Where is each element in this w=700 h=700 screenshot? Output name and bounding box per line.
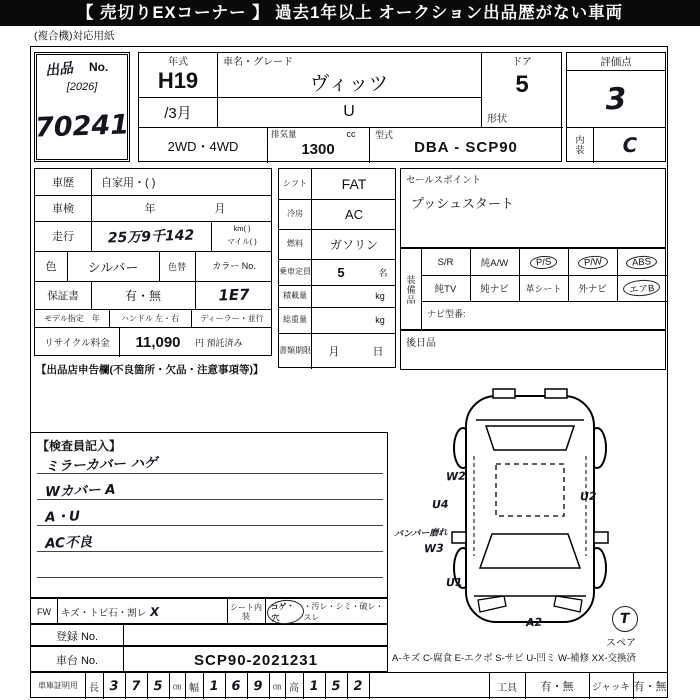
chassis-value: SCP90-2021231 bbox=[194, 651, 318, 669]
grade-value: U bbox=[343, 103, 355, 120]
dealer-label: ディーラー・並行 bbox=[200, 313, 264, 323]
inspection-month: 月 bbox=[214, 203, 226, 215]
handle-label: ハンドル 左・右 bbox=[120, 313, 180, 323]
weight-unit: kg bbox=[375, 315, 385, 325]
inspector-label: 【検査員記入】 bbox=[37, 439, 122, 453]
year-value: H19 bbox=[157, 68, 199, 93]
equip-abs-label: ABS bbox=[626, 254, 658, 269]
displacement-label: 排気量 bbox=[271, 129, 297, 139]
recycle-value: 11,090 bbox=[135, 333, 181, 351]
equip-leather bbox=[519, 275, 568, 301]
jack-label: ジャッキ bbox=[592, 682, 630, 693]
banner: 【 売切りEXコーナー 】 過去1年以上 オークション出品歴がない車両 bbox=[0, 0, 700, 26]
docs-day: 日 bbox=[372, 346, 384, 358]
sales-point-value: プッシュスタート bbox=[411, 196, 514, 211]
color-no-label: カラー No. bbox=[212, 260, 256, 271]
spare-mark: T bbox=[619, 610, 631, 628]
damage-mark: A2 bbox=[525, 615, 543, 630]
spare-label: スペア bbox=[606, 638, 636, 649]
equip-aw-label: 純A/W bbox=[480, 258, 509, 269]
equip-extnavi bbox=[568, 275, 617, 301]
damage-mark: W2 bbox=[445, 469, 467, 484]
load-label: 積載量 bbox=[283, 291, 307, 301]
width-unit: ㎝ bbox=[273, 681, 281, 691]
equip-pw-label: P/W bbox=[577, 254, 608, 269]
model-code-label: 型式 bbox=[375, 129, 394, 140]
tools-label: 工具 bbox=[497, 682, 517, 694]
equip-aw bbox=[470, 249, 519, 275]
equip-ps-label: P/S bbox=[529, 255, 557, 270]
history-label: 車歴 bbox=[52, 177, 74, 189]
seat-circled-value: コゲ・穴 bbox=[266, 599, 304, 625]
car-diagram bbox=[390, 386, 668, 634]
docs-deadline-label: 書類期限 bbox=[279, 346, 311, 356]
width-digit: 9 bbox=[253, 678, 263, 694]
lot-stamp: 出品 bbox=[44, 60, 74, 80]
damage-legend: A-キズ C-腐食 E-エクボ S-サビ U-凹ミ W-補修 XX-交換済 bbox=[392, 653, 636, 664]
color-value: シルバー bbox=[87, 259, 139, 275]
car-name-label: 車名・グレード bbox=[223, 56, 293, 68]
navi-model-label: ナビ型番: bbox=[427, 309, 466, 319]
inspector-note: Wカバー A bbox=[44, 481, 116, 501]
equip-sr bbox=[421, 249, 470, 275]
shift-value: FAT bbox=[341, 176, 367, 192]
displacement-unit: cc bbox=[346, 129, 356, 139]
warranty-value: 有・無 bbox=[124, 288, 161, 303]
model-code-value: DBA - SCP90 bbox=[414, 138, 518, 156]
equip-pw bbox=[568, 249, 617, 275]
seat-rest-value: ・汚レ・シミ・破レ・スレ bbox=[303, 602, 384, 622]
cooling-label: 冷房 bbox=[287, 209, 303, 219]
equip-airbag-label: エアB bbox=[623, 279, 661, 298]
damage-mark: U1 bbox=[445, 575, 463, 590]
width-digit: 6 bbox=[231, 678, 241, 694]
equip-extnavi-label: 外ナビ bbox=[578, 284, 607, 295]
score-value: 3 bbox=[604, 81, 628, 117]
fw-value: キズ・トビ石・割レ bbox=[61, 608, 147, 619]
declaration-note: 【出品店申告欄(不良箇所・欠品・注意事項等)】 bbox=[36, 364, 264, 376]
shift-label: シフト bbox=[283, 179, 307, 189]
inspector-note: ミラーカバー ハゲ bbox=[44, 455, 158, 475]
color-change-label: 色替 bbox=[167, 261, 186, 272]
displacement-value: 1300 bbox=[301, 140, 335, 158]
equip-sr-label: S/R bbox=[437, 256, 454, 268]
length-digit: 5 bbox=[153, 678, 163, 694]
model-spec-label: モデル指定 年 bbox=[44, 313, 100, 323]
color-label: 色 bbox=[45, 261, 57, 273]
sales-point-box bbox=[400, 168, 666, 248]
capacity-label: 乗車定員 bbox=[279, 267, 311, 277]
month-value: /3月 bbox=[164, 104, 192, 122]
equip-navi-label: 純ナビ bbox=[480, 284, 509, 295]
width-label: 幅 bbox=[189, 682, 199, 694]
mileage-label: 走行 bbox=[52, 231, 74, 243]
weight-label: 総重量 bbox=[283, 315, 307, 325]
fuel-value: ガソリン bbox=[329, 237, 378, 252]
garage-row bbox=[30, 672, 668, 698]
equip-leather-label: 革シート bbox=[525, 283, 562, 294]
mid-table bbox=[278, 168, 396, 368]
jack-value: 有・無 bbox=[633, 681, 667, 693]
chassis-row bbox=[30, 646, 388, 672]
left-table bbox=[34, 168, 272, 356]
damage-mark: U4 bbox=[431, 497, 449, 512]
height-digit: 1 bbox=[309, 678, 319, 694]
fw-row bbox=[30, 598, 388, 624]
damage-mark: バンパー磨れ bbox=[393, 528, 448, 540]
height-label: 高 bbox=[289, 682, 299, 694]
fw-value-wrap bbox=[61, 599, 223, 625]
registration-label: 登録 No. bbox=[55, 631, 99, 643]
mileage-unit-km: km( ) bbox=[233, 224, 251, 233]
garage-label: 車庫証明用 bbox=[38, 681, 78, 691]
registration-row bbox=[30, 624, 388, 646]
inspection-year: 年 bbox=[144, 203, 156, 215]
damage-mark: W3 bbox=[423, 541, 445, 556]
equipment-label: 装備品 bbox=[405, 275, 416, 305]
tools-value: 有・無 bbox=[540, 681, 574, 693]
capacity-unit: 名 bbox=[378, 267, 388, 278]
load-unit: kg bbox=[375, 291, 385, 301]
length-digit: 3 bbox=[109, 678, 119, 694]
inspector-note: AC不良 bbox=[44, 534, 93, 552]
docs-month: 月 bbox=[328, 346, 340, 358]
length-unit: ㎝ bbox=[173, 681, 181, 691]
sales-point-label: セールスポイント bbox=[406, 175, 482, 186]
lot-bracket: [2026] bbox=[66, 81, 98, 93]
paper-note: (複合機)対応用紙 bbox=[34, 30, 115, 42]
height-digit: 2 bbox=[353, 678, 363, 694]
score-label: 評価点 bbox=[600, 56, 632, 68]
fw-check-mark: X bbox=[150, 604, 160, 620]
warranty-label: 保証書 bbox=[47, 289, 79, 302]
top-table bbox=[138, 52, 562, 162]
lot-no-label: No. bbox=[89, 60, 109, 74]
later-items-label: 後日品 bbox=[406, 338, 436, 349]
shape-label: 形状 bbox=[487, 113, 507, 125]
inspection-label: 車検 bbox=[52, 203, 74, 215]
color-no-value: 1E7 bbox=[218, 285, 250, 305]
drive-value: 2WD・4WD bbox=[167, 138, 239, 154]
equip-tv bbox=[421, 275, 470, 301]
mileage-unit-mile: マイル( ) bbox=[227, 237, 257, 246]
mileage-value: 25万9千142 bbox=[107, 227, 195, 247]
interior-value: C bbox=[622, 132, 638, 158]
width-digit: 1 bbox=[209, 678, 219, 694]
seat-label: シート内装 bbox=[230, 602, 262, 621]
interior-label: 内装 bbox=[574, 135, 585, 155]
recycle-label: リサイクル料金 bbox=[44, 338, 110, 349]
lot-box bbox=[34, 52, 130, 162]
height-digit: 5 bbox=[331, 678, 341, 694]
equip-abs bbox=[617, 249, 667, 275]
door-label: ドア bbox=[512, 56, 532, 68]
equip-tv-label: 純TV bbox=[434, 284, 457, 295]
fw-label: FW bbox=[37, 607, 51, 617]
lot-number: 70241 bbox=[34, 108, 130, 144]
score-box bbox=[566, 52, 666, 162]
length-label: 長 bbox=[89, 682, 99, 694]
later-items-box bbox=[400, 330, 666, 370]
equipment-box bbox=[400, 248, 666, 330]
inspector-box bbox=[30, 432, 388, 598]
damage-mark: U2 bbox=[579, 489, 597, 504]
equip-navi bbox=[470, 275, 519, 301]
spare-mark-circle bbox=[612, 606, 638, 632]
length-digit: 7 bbox=[131, 678, 141, 694]
door-value: 5 bbox=[515, 71, 529, 98]
recycle-unit: 円 預託済み bbox=[195, 337, 243, 348]
fuel-label: 燃料 bbox=[287, 239, 303, 249]
car-name-value: ヴィッツ bbox=[309, 72, 389, 95]
cooling-value: AC bbox=[344, 206, 364, 222]
seat-value-wrap bbox=[267, 599, 389, 625]
equip-ps bbox=[519, 249, 568, 275]
capacity-value: 5 bbox=[337, 264, 345, 280]
inspector-note: A・U bbox=[44, 508, 81, 526]
equip-airbag bbox=[617, 275, 667, 301]
chassis-label: 車台 No. bbox=[55, 655, 99, 667]
year-label: 年式 bbox=[168, 56, 188, 68]
history-value: 自家用・( ) bbox=[101, 177, 156, 189]
